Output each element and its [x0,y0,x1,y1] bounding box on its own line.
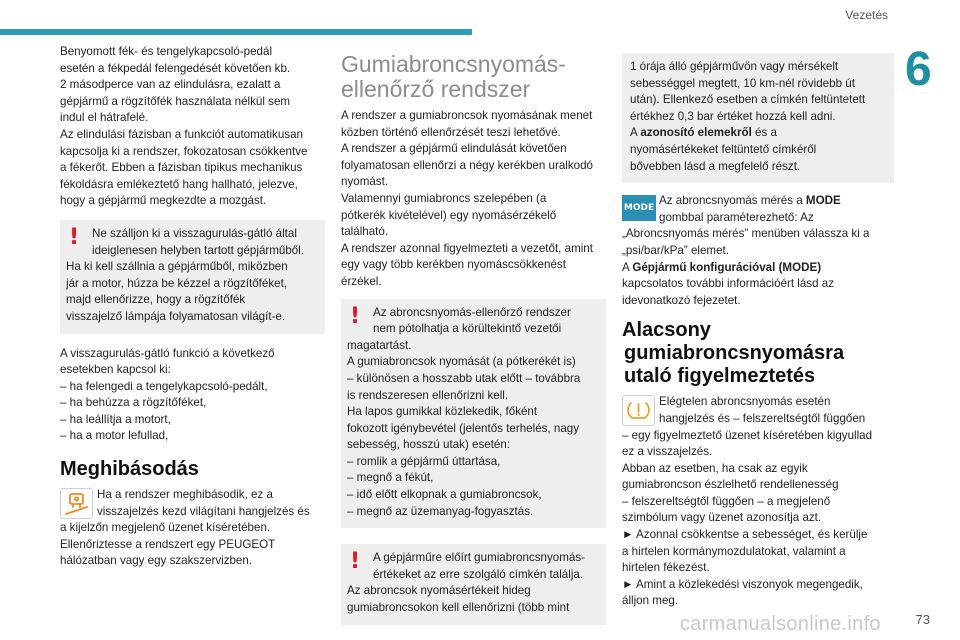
text-line: fékoldásra emlékeztető hang hallható, jelezve, [60,177,298,191]
text-line: a hirtelen kormánymozdulatokat, valamint a [622,544,846,558]
text-line: A gumiabroncsok nyomását (a pótkerékét is) [347,355,576,369]
mode-button-icon: MODE [622,195,656,221]
text-line: egy vagy több kerékben nyomáscsökkenést [341,258,566,272]
warning-note [341,544,606,624]
text-line: sebességgel megtett, 10 km-nél rövidebb út [630,76,855,90]
text-line [622,193,894,210]
text-line: magatartást. [347,338,412,352]
text-line: is rendszeresen ellenőrizni kell. [347,388,509,402]
instruction-item: ► Azonnal csökkentse a sebességet, és kerülje [622,528,868,542]
warning-exclamation-icon: ! [68,224,80,250]
system-description [341,108,606,291]
text-line: a fékerőt. Ebben a fázisban tipikus mechanikus [60,161,303,175]
text-line: A rendszer azonnal figyelmezteti a vezetőt, amint [341,241,593,255]
text-line: nyomásértékeket feltüntető címkéről [630,142,817,156]
text-line: A gépjárműre előírt gumiabroncsnyomás- [373,551,586,565]
text-line: közben történő ellenőrzését teszi lehetővé. [341,125,561,139]
text-line: visszajelző lámpája folyamatosan világít-e. [66,309,286,323]
text-line: értékhez 0,3 bar értéket hozzá kell adni. [630,109,836,123]
text-line: pótkerék kivételével) egy nyomásérzékelő [341,208,557,222]
text-line: nem pótolhatja a körültekintő vezetői [373,322,562,336]
text-line: Ha a rendszer meghibásodik, ez a [97,488,273,502]
column-2 [341,44,606,625]
section-title-line-1: Gumiabroncsnyomás- [341,51,566,77]
list-item: – ha felengedi a tengelykapcsoló-pedált, [60,379,268,393]
warning-exclamation-icon: ! [349,303,361,329]
alert-heading-line-2: gumiabroncsnyomásra [624,342,845,365]
text-line [630,125,886,142]
text-line: visszajelzés kezd világítani hangjelzés és [97,504,310,518]
text-line: Ne szálljon ki a visszagurulás-gátló által [92,226,297,240]
instruction-item: ► Amint a közlekedési viszonyok megengedik, [622,577,863,591]
mode-paragraph [622,193,894,309]
text-line: A visszagurulás-gátló funkció a következő [60,346,275,360]
text-line: A rendszer a gumiabroncsok nyomásának menet [341,109,593,122]
list-item: – megnő a fékút, [347,471,434,485]
warning-exclamation-icon: ! [349,549,361,575]
intro-text [60,44,325,210]
text-line: hálózatban vagy egy szakszervizben. [60,554,253,568]
text-line: gépjármű a rögzítőfék használata nélkül sem [60,94,291,108]
text-line: 1 órája álló gépjárművön vagy mérsékelt [630,60,839,73]
text-line: „Abroncsnyomás mérés” menüben válassza ki a [622,227,870,241]
text-fragment: A [622,260,633,274]
text-line: – felszereltségtől függően – a megjelenő [622,494,831,508]
alert-paragraph [622,394,894,610]
column-3 [622,44,894,610]
text-line: Valamennyi gumiabroncs szelepében (a [341,191,547,205]
list-item: – megnő az üzemanyag-fogyasztás. [347,504,534,518]
text-line: „psi/bar/kPa” elemet. [622,243,729,257]
text-line: hirtelen fékezést. [622,561,710,575]
text-line: idevonatkozó fejezetet. [622,293,741,307]
text-line: található. [341,225,389,239]
text-line: nyomást. [341,175,389,189]
text-line: érzékel. [341,274,382,288]
text-line: sebesség, hosszú utak) esetén: [347,438,511,452]
text-line: szimbólum vagy üzenet azonosítja azt. [622,511,822,525]
warning-note [341,299,606,529]
text-line [622,260,894,277]
text-line: álljon meg. [622,594,679,608]
text-line: – egy figyelmeztető üzenet kíséretében kigyullad [622,428,873,442]
section-header-title: Vezetés [845,8,888,22]
continued-note-box [622,53,894,183]
chapter-number: 6 [905,43,932,96]
header-accent-bar [0,29,472,35]
text-line: hogy a gépjármű megkezdte a mozgást. [60,194,267,208]
text-line: kapcsolja ki a rendszer, fokozatosan csökkentve [60,144,308,158]
bold-reference: MODE [805,194,841,208]
column-1 [60,44,325,570]
text-line: indul el hátrafelé. [60,111,149,125]
list-item: – ha a motor lefullad, [60,429,169,443]
watermark: carmanualsonline.info [680,613,881,635]
text-line: értékeket az erre szolgáló címkén találja. [373,567,584,581]
text-line: kapcsolatos további információért lásd az [622,277,835,291]
text-line: Elégtelen abroncsnyomás esetén [659,395,831,409]
text-line: Az elindulási fázisban a funkciót automatikusan [60,127,303,141]
alert-heading-line-3: utaló figyelmeztetés [624,365,816,388]
text-line: Abban az esetben, ha csak az egyik [622,461,808,475]
text-line: gumiabroncson észlelhető rendellenesség [622,478,839,492]
text-line: folyamatosan ellenőrzi a négy kerékben uralkodó [341,158,593,172]
text-line: – különösen a hosszabb utak előtt – továbbra [347,371,581,385]
text-line: Az abroncsnyomás-ellenőrző rendszer [373,305,571,319]
text-line: Ha lapos gumikkal közlekedik, főként [347,405,538,419]
tyre-pressure-warning-icon [622,395,655,426]
text-fragment: A [630,126,641,140]
text-line: ez a visszajelzés. [622,445,713,459]
disengage-conditions [60,346,325,446]
list-item: – romlik a gépjármű úttartása, [347,454,501,468]
text-line: fokozott igénybevétel (jelentős terhelés, nagy [347,421,580,435]
text-line: Az abroncsok nyomásértékeit hideg [347,584,531,598]
text-line: hangjelzés és – felszereltségtől függően [659,411,866,425]
bold-reference: Gépjármű konfigurációval (MODE) [632,260,822,274]
page-number: 73 [915,612,930,627]
list-item: – ha leállítja a motort, [60,412,171,426]
alert-heading [622,319,894,388]
text-line: után). Ellenkező esetben a címkén feltüntetett [630,93,866,107]
text-line: esetekben kapcsol ki: [60,363,171,377]
text-line: gombbal paraméterezhető: Az [659,210,814,224]
text-line: gumiabroncsokon kell ellenőrizni (több mint [347,601,570,615]
text-line: Ellenőriztesse a rendszert egy PEUGEOT [60,537,276,551]
text-line: 2 másodperce van az elindulásra, ezalatt a [60,78,281,92]
section-title-line-2: ellenőrző rendszer [341,76,531,102]
list-item: – ha behúzza a rögzítőféket, [60,396,207,410]
text-line: Benyomott fék- és tengelykapcsoló-pedál [60,45,273,58]
text-line: esetén a fékpedál felengedését követően kb. [60,61,291,75]
text-line: majd ellenőrizze, hogy a rögzítőfék [66,293,246,307]
warning-note [60,220,325,334]
text-line: A rendszer a gépjármű elindulását követően [341,142,567,156]
text-line: jár a motor, húzza be kézzel a rögzítőféket, [66,276,288,290]
failure-paragraph [60,487,325,570]
alert-heading-line-1: Alacsony [622,319,711,342]
text-fragment: Az abroncsnyomás mérés a [659,194,806,208]
text-fragment: és a [751,126,777,140]
text-line: Ha ki kell szállnia a gépjárműből, miközben [66,260,288,274]
hill-start-warning-icon [60,488,93,519]
text-line: bővebben lásd a megfelelő részt. [630,159,801,173]
text-line: a kijelzőn megjelenő üzenet kíséretében. [60,521,271,535]
list-item: – idő előtt elkopnak a gumiabroncsok, [347,488,542,502]
section-title [341,52,606,102]
bold-reference: azonosító elemekről [640,126,752,140]
failure-heading: Meghibásodás [60,458,199,481]
text-line: ideiglenesen helyben tartott gépjárműből. [92,243,305,257]
